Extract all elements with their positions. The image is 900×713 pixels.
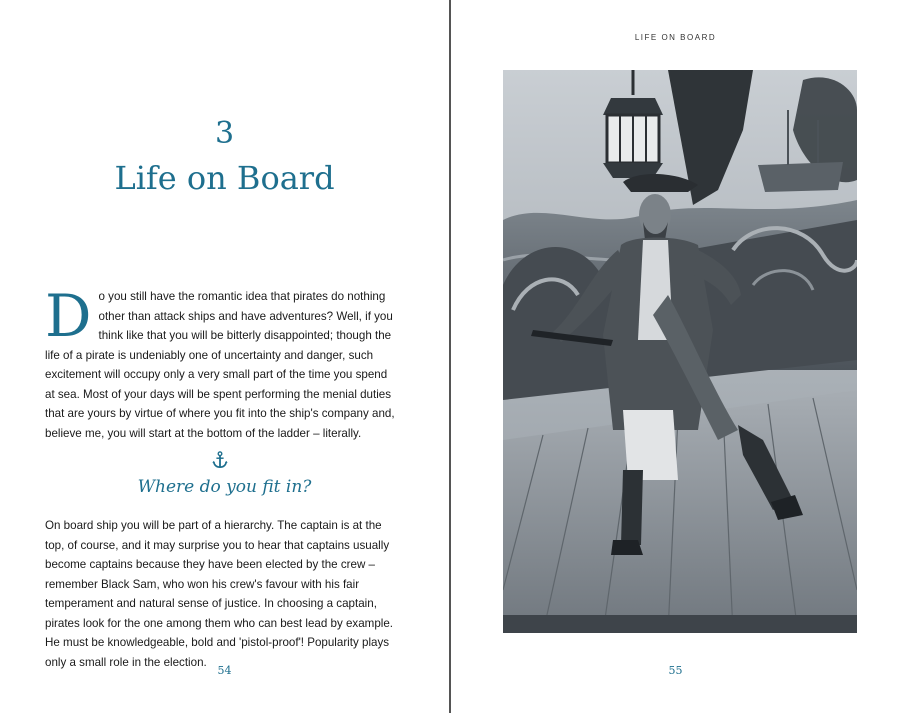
opening-paragraph-text: o you still have the romantic idea that pirates do nothing other than attack ships and have adventures? Well, if you think like that you will be bitterly disappointed; though the life of a pirate is undeniably one of uncertainty and danger, such excitement will occupy only a very small part of the time you spend at sea. Most of your days will be spent performing the menial duties that are yours by virtue of where you fit into the ship's company and, believe me, you will start at the bottom of the ladder – literally. xyxy=(45,290,395,440)
anchor-icon xyxy=(211,451,229,469)
body-paragraph: On board ship you will be part of a hierarchy. The captain is at the top, of course, and it may surprise you to hear that captains usually become captains because they have been elected by the crew – remember Black Sam, who won his crew's favour with his fair temperament and natural sense of justice. In choosing a captain, pirates look for the one among them who can best lead by example. He must be knowledgeable, bold and 'pistol-proof'! Popularity plays only a small role in the election. xyxy=(45,519,394,669)
drop-cap: D xyxy=(45,282,92,350)
right-page xyxy=(451,0,900,713)
pirate-captain-illustration xyxy=(503,70,857,633)
left-page xyxy=(0,0,449,713)
chapter-title: Life on Board xyxy=(114,159,335,197)
chapter-number: 3 xyxy=(214,116,235,151)
page-number-right: 55 xyxy=(668,664,683,677)
section-heading: Where do you fit in? xyxy=(137,477,312,497)
page-number-left: 54 xyxy=(217,664,232,677)
running-head: LIFE ON BOARD xyxy=(634,33,717,42)
opening-paragraph xyxy=(45,282,399,443)
